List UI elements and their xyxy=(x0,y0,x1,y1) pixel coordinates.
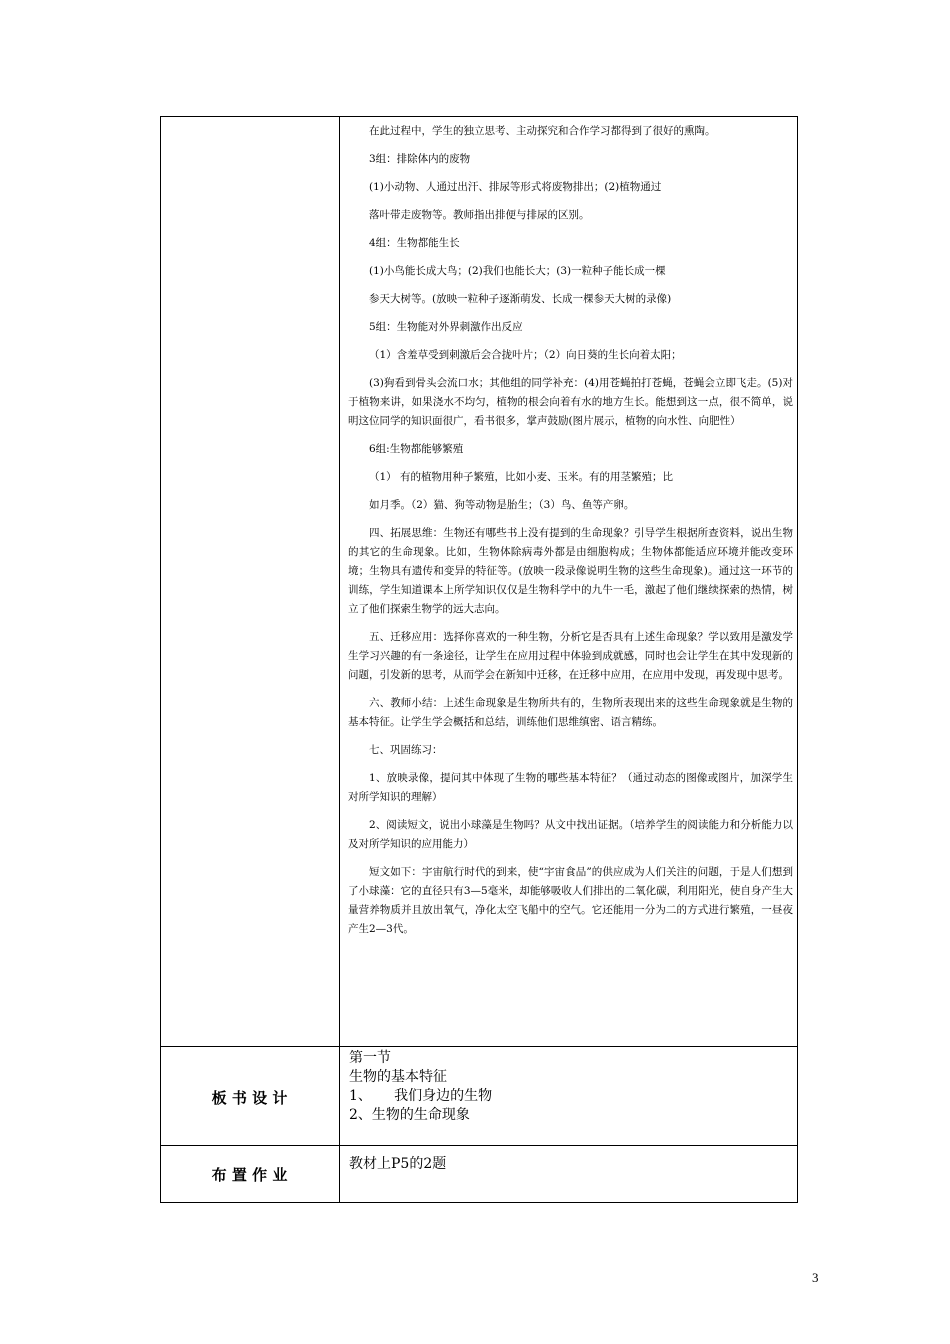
page-number: 3 xyxy=(812,1270,819,1285)
column-divider xyxy=(339,116,340,1203)
paragraph: (3)狗看到骨头会流口水；其他组的同学补充：(4)用苍蝇拍打苍蝇，苍蝇会立即飞走。(5)对于植物来讲，如果浇水不均匀，植物的根会向着有水的地方生长。能想到这一点，很不简单，说明这位同学的知识面很广，看书很多，掌声鼓励(图片展示，植物的向水性、向肥性） xyxy=(348,377,793,427)
lesson-process-text xyxy=(348,116,793,948)
paragraph: 3组：排除体内的废物 xyxy=(369,153,471,165)
paragraph: 4组：生物都能生长 xyxy=(369,237,460,249)
board-line: 2、生物的生命现象 xyxy=(349,1107,470,1123)
paragraph: 在此过程中，学生的独立思考、主动探究和合作学习都得到了很好的熏陶。 xyxy=(369,125,716,137)
paragraph: （1） 有的植物用种子繁殖，比如小麦、玉米。有的用茎繁殖；比 xyxy=(369,471,674,483)
paragraph: 短文如下：宇宙航行时代的到来，使“宇宙食品”的供应成为人们关注的问题，于是人们想到了小球藻：它的直径只有3—5毫米，却能够吸收人们排出的二氧化碳，利用阳光，使自身产生大量营养物质并且放出氧气，净化太空飞船中的空气。它还能用一分为二的方式进行繁殖，一昼夜产生2—3代。 xyxy=(348,866,793,935)
board-line: 第一节 xyxy=(349,1050,391,1066)
paragraph: 2、阅读短文，说出小球藻是生物吗？从文中找出证据。（培养学生的阅读能力和分析能力以及对所学知识的应用能力） xyxy=(348,819,793,850)
paragraph: 落叶带走废物等。教师指出排便与排尿的区别。 xyxy=(369,209,590,221)
paragraph: 1、放映录像，提问其中体现了生物的哪些基本特征？（通过动态的图像或图片，加深学生对所学知识的理解） xyxy=(348,772,793,803)
row-divider-board xyxy=(160,1046,798,1047)
paragraph: 6组:生物都能够繁殖 xyxy=(369,443,464,455)
paragraph: 七、巩固练习： xyxy=(369,744,443,756)
paragraph: 5组：生物能对外界刺激作出反应 xyxy=(369,321,523,333)
paragraph: 四、拓展思维：生物还有哪些书上没有提到的生命现象？引导学生根据所查资料，说出生物的其它的生命现象。比如，生物体除病毒外都是由细胞构成；生物体都能适应环境并能改变环境；生物具有遗传和变异的特征等。(放映一段录像说明生物的这些生命现象)。通过这一环节的训练，学生知道课本上所学知识仅仅是生物科学中的九牛一毛，激起了他们继续探索的热情，树立了他们探索生物学的远大志向。 xyxy=(348,527,793,615)
paragraph: 六、教师小结：上述生命现象是生物所共有的，生物所表现出来的这些生命现象就是生物的基本特征。让学生学会概括和总结，训练他们思维缜密、语言精练。 xyxy=(348,697,793,728)
paragraph: 参天大树等。(放映一粒种子逐渐萌发、长成一棵参天大树的录像) xyxy=(369,293,672,305)
paragraph: 五、迁移应用：选择你喜欢的一种生物，分析它是否具有上述生命现象？学以致用是激发学生学习兴趣的有一条途径，让学生在应用过程中体验到成就感，同时也会让学生在其中发现新的问题，引发新的思考，从而学会在新知中迁移，在迁移中应用，在应用中发现，再发现中思考。 xyxy=(348,631,793,681)
paragraph: 如月季。（2）猫、狗等动物是胎生；（3）鸟、鱼等产卵。 xyxy=(369,499,635,511)
paragraph: (1)小鸟能长成大鸟；(2)我们也能长大；(3)一粒种子能长成一棵 xyxy=(369,265,666,277)
board-line: 1、 我们身边的生物 xyxy=(349,1088,493,1104)
row-divider-homework xyxy=(160,1145,798,1146)
homework-label: 布 置 作 业 xyxy=(211,1166,288,1184)
board-design-label: 板 书 设 计 xyxy=(211,1089,288,1107)
homework-text: 教材上P5的2题 xyxy=(349,1156,447,1172)
paragraph: (1)小动物、人通过出汗、排尿等形式将废物排出；(2)植物通过 xyxy=(369,181,662,193)
board-design-content xyxy=(349,1049,789,1125)
paragraph: （1）含羞草受到刺激后会合拢叶片；（2）向日葵的生长向着太阳； xyxy=(369,349,682,361)
board-line: 生物的基本特征 xyxy=(349,1069,447,1085)
